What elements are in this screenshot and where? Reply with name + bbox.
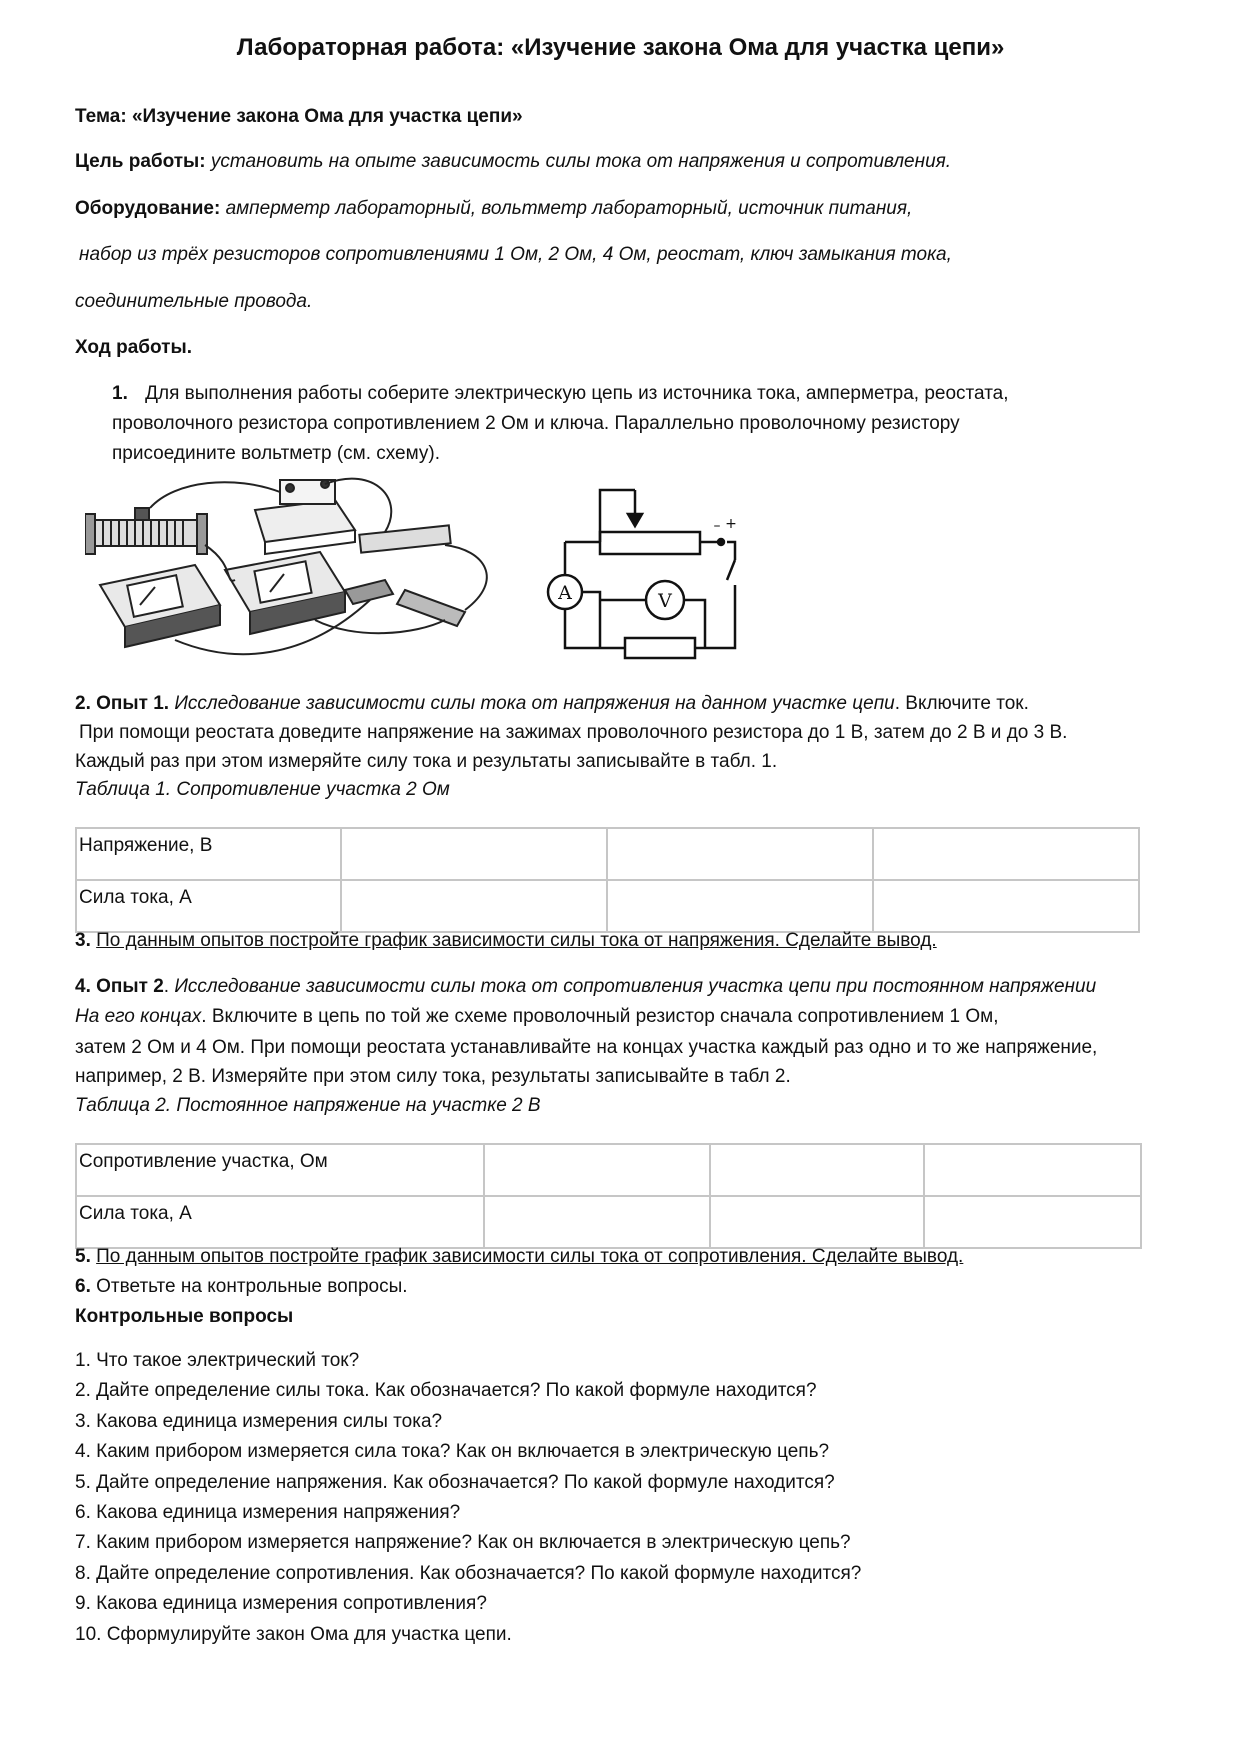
step4-label: 4. Опыт 2	[75, 976, 164, 997]
equipment-illustration	[85, 470, 545, 670]
equipment-text-1: амперметр лабораторный, вольтметр лабораторный, источник питания,	[225, 198, 913, 219]
step4-dot: .	[163, 976, 170, 997]
step1-line-2: проволочного резистора сопротивлением 2 Ом и ключа. Параллельно проволочному резистору	[112, 413, 960, 434]
goal-label: Цель работы:	[75, 151, 206, 172]
step3-line	[75, 927, 937, 955]
table1-row-label: Напряжение, В	[76, 828, 341, 880]
step3-number: 3.	[75, 930, 91, 951]
table2-row-resistance	[76, 1144, 1141, 1196]
ammeter-label: A	[558, 582, 572, 604]
question-item: 2. Дайте определение силы тока. Как обозначается? По какой формуле находится?	[75, 1380, 817, 1402]
question-item: 4. Каким прибором измеряется сила тока? Как он включается в электрическую цепь?	[75, 1441, 830, 1463]
table1-cell[interactable]	[341, 828, 607, 880]
equipment-label: Оборудование:	[75, 198, 221, 219]
question-item: 8. Дайте определение сопротивления. Как обозначается? По какой формуле находится?	[75, 1562, 862, 1584]
table1-cell[interactable]	[873, 828, 1139, 880]
circuit-diagram	[545, 480, 755, 670]
table1-cell[interactable]	[607, 828, 873, 880]
step6-text: Ответьте на контрольные вопросы.	[96, 1276, 408, 1297]
step2-line-2: При помощи реостата доведите напряжение на зажимах проволочного резистора до 1 В, затем до 2 В и до 3 В.	[79, 722, 1068, 743]
goal-line	[75, 148, 951, 176]
resistor-symbol	[625, 638, 695, 658]
resistor-block-illustration	[397, 590, 465, 626]
question-item: 3. Какова единица измерения силы тока?	[75, 1410, 443, 1432]
topic-line	[75, 103, 523, 131]
step6-line	[75, 1273, 408, 1301]
step5-number: 5.	[75, 1246, 91, 1267]
table1-cell[interactable]	[607, 880, 873, 932]
table2-cell[interactable]	[710, 1196, 924, 1248]
table2-caption: Таблица 2. Постоянное напряжение на участке 2 В	[75, 1095, 541, 1116]
table1-row-current	[76, 880, 1139, 932]
step2-line-1	[75, 690, 1029, 718]
table2-row-label: Сила тока, А	[76, 1196, 484, 1248]
voltmeter-illustration	[225, 552, 345, 634]
procedure-heading: Ход работы.	[75, 337, 192, 358]
topic-label: Тема:	[75, 106, 127, 127]
step4-after-2: . Включите в цепь по той же схеме проволочный резистор сначала сопротивлением 1 Ом,	[201, 1006, 999, 1027]
step4-line-1	[75, 973, 1096, 1001]
step6-number: 6.	[75, 1276, 91, 1297]
topic-text: «Изучение закона Ома для участка цепи»	[131, 106, 523, 127]
step2-after: . Включите ток.	[894, 693, 1029, 714]
table-1	[75, 827, 1140, 933]
step5-text: По данным опытов постройте график зависимости силы тока от сопротивления. Сделайте вывод.	[96, 1246, 964, 1267]
resistor-illustration	[359, 525, 450, 552]
step3-text: По данным опытов постройте график зависимости силы тока от напряжения. Сделайте вывод.	[96, 930, 937, 951]
table-2	[75, 1143, 1142, 1249]
table1-row-label: Сила тока, А	[76, 880, 341, 932]
step4-italic-1: Исследование зависимости силы тока от сопротивления участка цепи при постоянном напряжении	[174, 976, 1097, 997]
switch-symbol	[727, 560, 735, 580]
step4-italic-2: На его концах	[75, 1006, 202, 1027]
ammeter-illustration	[100, 565, 220, 647]
questions-heading: Контрольные вопросы	[75, 1306, 294, 1327]
minus-sign: –	[713, 518, 721, 534]
question-item: 6. Какова единица измерения напряжения?	[75, 1502, 461, 1524]
page-title: Лабораторная работа: «Изучение закона Ома для участка цепи»	[236, 34, 1005, 61]
goal-text: установить на опыте зависимость силы тока от напряжения и сопротивления.	[210, 151, 952, 172]
step5-line	[75, 1243, 963, 1271]
power-source-illustration	[255, 480, 355, 554]
table1-cell[interactable]	[873, 880, 1139, 932]
table1-caption: Таблица 1. Сопротивление участка 2 Ом	[75, 779, 450, 800]
question-item: 1. Что такое электрический ток?	[75, 1350, 360, 1371]
table1-cell[interactable]	[341, 880, 607, 932]
table2-row-current	[76, 1196, 1141, 1248]
step2-line-3: Каждый раз при этом измеряйте силу тока и результаты записывайте в табл. 1.	[75, 751, 778, 772]
plus-sign: +	[725, 516, 737, 532]
rheostat-symbol	[600, 532, 700, 554]
step2-label: 2. Опыт 1.	[75, 693, 170, 714]
step4-line-3: затем 2 Ом и 4 Ом. При помощи реостата устанавливайте на концах участка каждый раз одно и то же напряжение,	[75, 1037, 1098, 1058]
step1-line-3: присоедините вольтметр (см. схему).	[112, 443, 441, 464]
question-item: 7. Каким прибором измеряется напряжение? Как он включается в электрическую цепь?	[75, 1532, 851, 1554]
table2-cell[interactable]	[710, 1144, 924, 1196]
step4-line-4: например, 2 В. Измеряйте при этом силу тока, результаты записывайте в табл 2.	[75, 1066, 791, 1087]
step2-italic: Исследование зависимости силы тока от напряжения на данном участке цепи	[174, 693, 895, 714]
step4-line-2	[75, 1003, 999, 1031]
table1-row-voltage	[76, 828, 1139, 880]
table2-row-label: Сопротивление участка, Ом	[76, 1144, 484, 1196]
question-item: 10. Сформулируйте закон Ома для участка цепи.	[75, 1623, 512, 1645]
table2-cell[interactable]	[924, 1144, 1141, 1196]
table2-cell[interactable]	[484, 1144, 710, 1196]
questions-list	[75, 1346, 861, 1650]
equipment-line-3: соединительные провода.	[75, 291, 313, 312]
question-item: 9. Какова единица измерения сопротивления?	[75, 1593, 487, 1615]
equipment-line-1	[75, 195, 912, 223]
question-item: 5. Дайте определение напряжения. Как обозначается? По какой формуле находится?	[75, 1471, 835, 1493]
equipment-line-2: набор из трёх резисторов сопротивлениями 1 Ом, 2 Ом, 4 Ом, реостат, ключ замыкания тока,	[79, 244, 952, 265]
step1-line-1	[112, 380, 1009, 408]
rheostat-illustration	[85, 508, 207, 554]
table2-cell[interactable]	[484, 1196, 710, 1248]
step1-number: 1.	[112, 383, 128, 404]
voltmeter-label: V	[658, 590, 672, 612]
table2-cell[interactable]	[924, 1196, 1141, 1248]
step1-text-1: Для выполнения работы соберите электрическую цепь из источника тока, амперметра, реостата,	[145, 383, 1009, 404]
